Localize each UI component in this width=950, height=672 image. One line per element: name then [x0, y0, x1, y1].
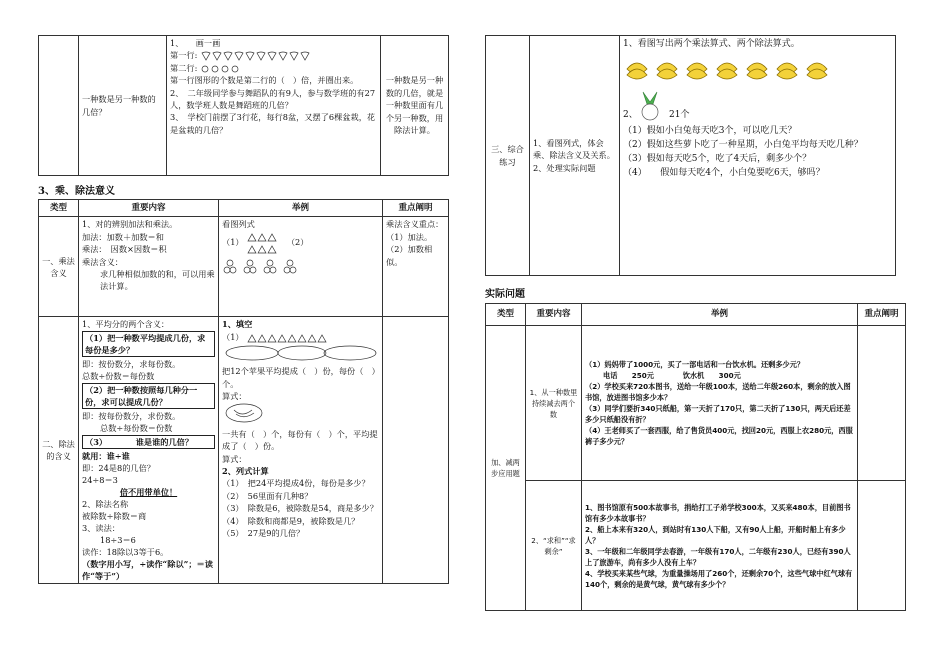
rp-header-content: 重要内容	[526, 304, 582, 326]
header-emphasis: 重点阐明	[383, 200, 449, 217]
header-type: 类型	[39, 200, 79, 217]
practice-examples: 1、看图写出两个乘法算式、两个除法算式。 2、 21个 （1）假如小白兔每天吃3个，可以吃几天？ （2）假如这些萝卜吃了一种星期，小白兔平均每天吃几种？ （3）假如每天吃5个，吃了4天后，剩多少个？ （4） 假如每天吃4个，小白兔要吃6天，够吗？	[620, 36, 896, 276]
rp-examples-1: （1）妈妈带了1000元，买了一部电话和一台饮水机。还剩多少元？ 电话 250元 饮水机 300元 （2）学校买来720本图书，送给一年级100本，送给二年级260本，剩余的放入图书馆，放进图书馆多少本？ （3）同学们要折340只纸船，第一天折了170只，第二天折了130只，两天后还差多少只纸船没有折？ （4）王老师买了一套西服，给了售货员400元，找回20元，西服上衣280元，西服裤子多少元？	[582, 326, 858, 481]
banana-bunches-icon	[623, 51, 873, 85]
rp-content-2: 2、“求和”“求剩余”	[526, 481, 582, 611]
radish-row: 2、 21个	[623, 90, 892, 124]
mult-div-table	[38, 199, 449, 584]
right-page	[475, 0, 950, 672]
div-emphasis	[383, 317, 449, 584]
practical-table	[485, 303, 906, 611]
mult-emphasis: 乘法含义重点： （1）加法。 （2）加数相似。	[383, 217, 449, 317]
rp-content-1: 1、从一种数里持续减去两个数	[526, 326, 582, 481]
rp-type: 加、减两步应用题	[486, 326, 526, 611]
draw-row-2: 第二行:	[170, 62, 377, 74]
mult-type: 一、乘法含义	[39, 217, 79, 317]
practice-type: 三、综合练习	[486, 36, 530, 276]
left-top-exercises: 1、 画一画 第一行: 第二行: 第一行图形的个数是第二行的（ ）倍，并圈出来。 2、 二年级同学参与舞蹈队的有9人，参与数学班的有27人，数学班人数是舞蹈班的几倍？ 3、 学校门前摆了3行花，每行8盆，又摆了6棵盆栽，花是盆栽的几倍？	[167, 36, 381, 176]
banana-groups-icon	[222, 402, 380, 424]
left-top-topic: 一种数是另一种数的几倍？	[79, 36, 167, 176]
rp-header-example: 举例	[582, 304, 858, 326]
rp-emphasis-1	[858, 326, 906, 481]
div-content: 1、平均分的两个含义： （1）把一种数平均提成几份，求每份是多少？ 即：按份数分，求每份数。 总数÷份数＝每份数 （2）把一种数按照每几种分一份，求可以提成几份？ 即：按每份数分，求份数。 总数÷每份数＝份数 （3） 谁是谁的几倍？ 就用：谁÷谁 即：24是8的几倍？ 24÷8＝3 倍不用带单位！ 2、除法名称 被除数÷除数＝商 3、读法： 18÷3＝6 读作：18除以3等于6。 （数字用小写，÷读作“除以”；＝读作“等于”）	[79, 317, 219, 584]
grouping-ovals-icon	[222, 344, 380, 362]
rp-header-type: 类型	[486, 304, 526, 326]
header-example: 举例	[219, 200, 383, 217]
section-title-practical: 实际问题	[485, 289, 525, 300]
right-top-table	[485, 35, 896, 276]
draw-row-1: 第一行:	[170, 49, 377, 61]
practice-content: 1、看图列式，体会乘、除法含义及关系。 2、处理实际问题	[530, 36, 620, 276]
triangle-groups-icon	[246, 231, 284, 255]
sun-shapes-icon	[200, 64, 240, 74]
left-top-explanation: 一种数是另一种数的几倍，就是一种数里面有几个另一种数，用除法计算。	[381, 36, 449, 176]
heart-shapes-icon	[200, 51, 318, 61]
mult-example: 看图列式 （1） （2）	[219, 217, 383, 317]
circle-groups-icon	[222, 255, 300, 279]
rp-header-emphasis: 重点阐明	[858, 304, 906, 326]
mult-content: 1、对的辨别加法和乘法。 加法：加数＋加数＝和 乘法： 因数×因数＝积 乘法含义： 求几种相似加数的和，可以用乘法计算。	[79, 217, 219, 317]
section-title-mult-div: 3、乘、除法意义	[38, 186, 115, 197]
apple-shapes-icon	[246, 332, 366, 344]
rp-emphasis-2	[858, 481, 906, 611]
left-top-table	[38, 35, 449, 176]
radish-icon	[637, 90, 663, 122]
rp-examples-2: 1、图书馆原有500本故事书，捐给打工子弟学校300本，又买来480本，目前图书馆有多少本故事书？ 2、船上本来有320人，到站时有130人下船，又有90人上船，开船时船上有多少人？ 3、一年级和二年级同学去春游，一年级有170人，二年级有230人，已经有390人上了旅游车，尚有多少人没有上车？ 4、学校买来某些气球，为重量操场用了260个，还剩余70个，这些气球中红气球有140个，剩余的是黄气球，黄气球有多少个？	[582, 481, 858, 611]
header-content: 重要内容	[79, 200, 219, 217]
div-examples: 1、填空 （1） 把12个苹果平均提成（ ）份，每份（ ）个。 算式： 一共有（ ）个，每份有（ ）个，平均提成了（ ）份。 算式： 2、列式计算 （1） 把24平均提成4份，每份是多少？ （2） 56里面有几种8？ （3） 除数是6，被除数是54，商是多少？ （4） 除数和商都是9，被除数是几？ （5） 27是9的几倍？	[219, 317, 383, 584]
div-type: 二、除法的含义	[39, 317, 79, 584]
left-top-empty	[39, 36, 79, 176]
